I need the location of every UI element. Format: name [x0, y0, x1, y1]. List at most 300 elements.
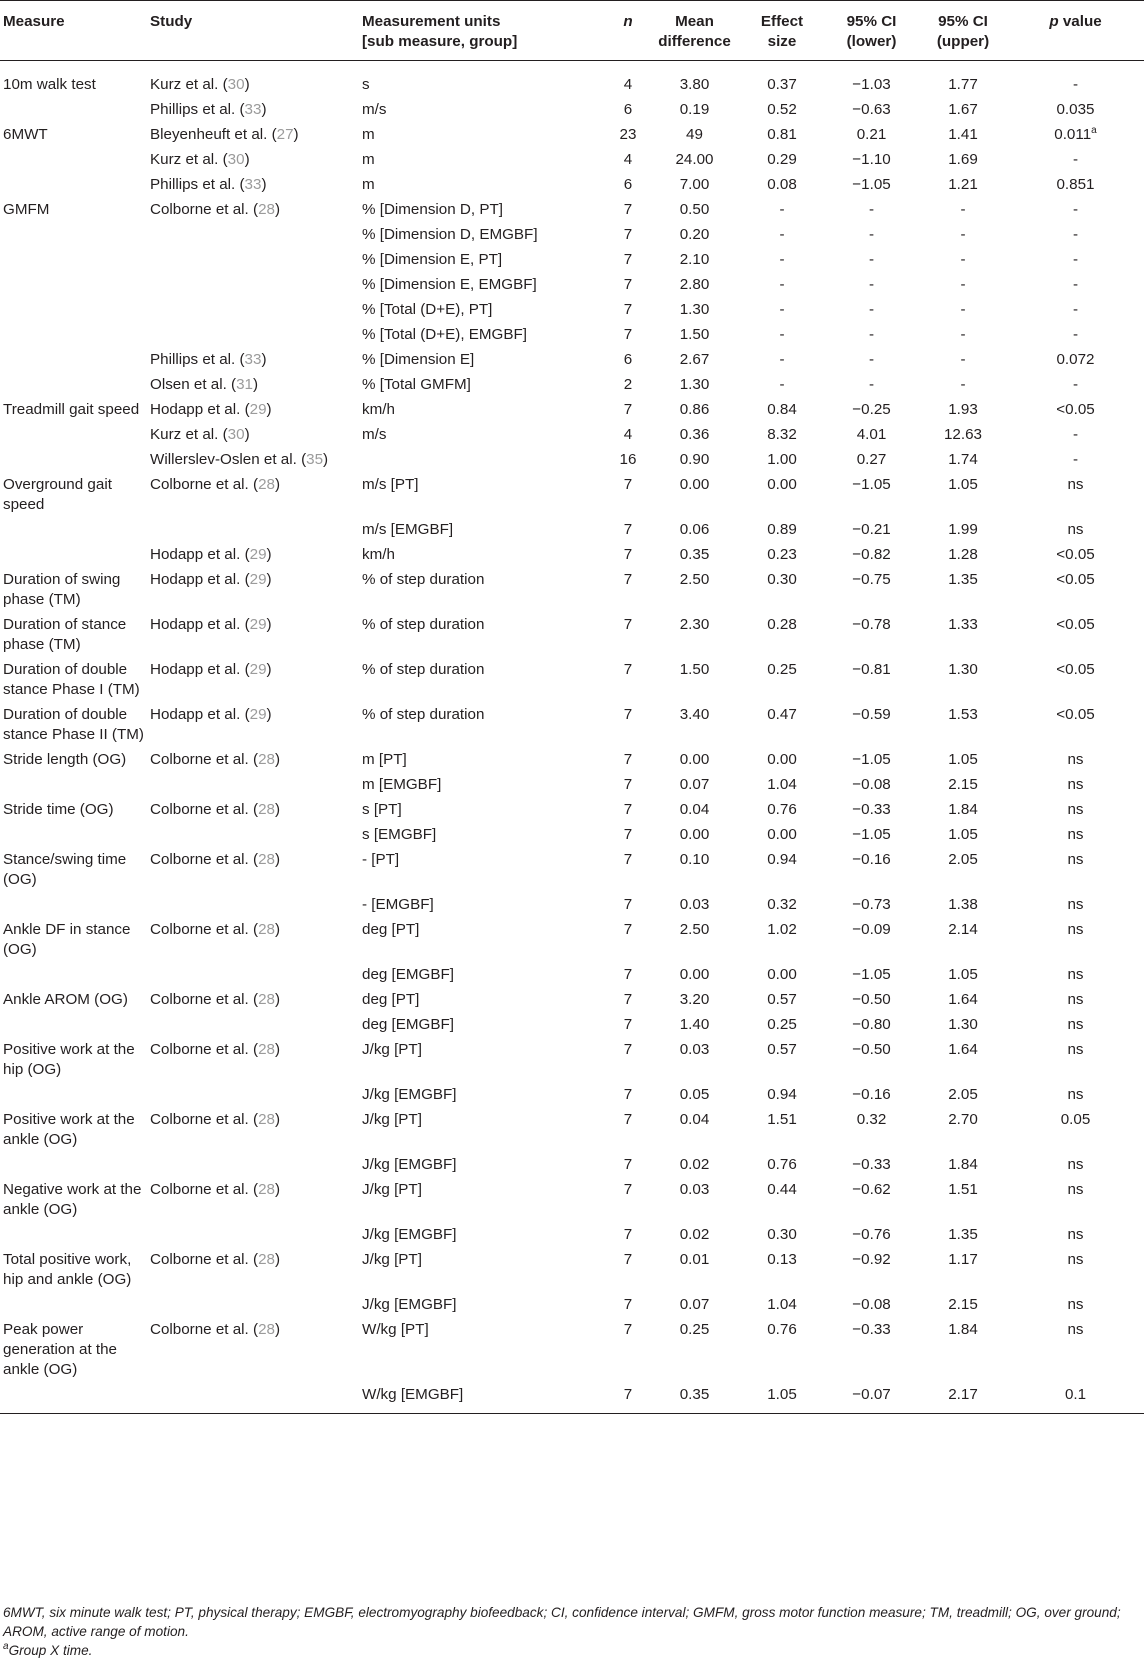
reference-number-link[interactable]: 29 [249, 706, 267, 723]
ci-lower-text: −0.07 [852, 1386, 891, 1403]
ci-lower-text: −0.63 [852, 101, 891, 118]
effect-size-cell [740, 1153, 824, 1178]
study-cell [147, 748, 359, 773]
study-cell [147, 703, 359, 748]
units-cell [359, 1223, 607, 1248]
ci-lower-cell [824, 748, 919, 773]
p-value-cell [1007, 658, 1144, 703]
effect-size-cell [740, 448, 824, 473]
effect-size-cell [740, 1383, 824, 1414]
effect-size-cell [740, 988, 824, 1013]
units-text: deg [EMGBF] [362, 966, 455, 983]
effect-size-text: 1.04 [767, 776, 797, 793]
ci-upper-cell [919, 988, 1007, 1013]
ci-upper-cell [919, 98, 1007, 123]
reference-number-link[interactable]: 31 [236, 376, 254, 393]
reference-number-link[interactable]: 29 [249, 546, 267, 563]
header-ci-lower [824, 1, 919, 61]
mean-difference-text: 0.19 [679, 101, 710, 118]
units-cell [359, 198, 607, 223]
units-cell [359, 1153, 607, 1178]
effect-size-cell [740, 613, 824, 658]
mean-difference-text: 0.04 [679, 1111, 710, 1128]
effect-size-text: - [779, 201, 785, 218]
ci-upper-text: 12.63 [943, 426, 982, 443]
units-text: % of step duration [362, 571, 485, 588]
p-value-text: ns [1067, 826, 1084, 843]
note-marker: a [3, 1641, 9, 1652]
units-cell [359, 963, 607, 988]
p-value-cell [1007, 98, 1144, 123]
study-name: Hodapp et al. ( [150, 616, 250, 633]
mean-difference-cell [649, 748, 740, 773]
n-text: 4 [623, 151, 633, 168]
units-text: W/kg [EMGBF] [362, 1386, 464, 1403]
n-cell [607, 918, 649, 963]
mean-difference-cell [649, 988, 740, 1013]
n-text: 7 [623, 921, 633, 938]
ci-upper-text: - [960, 251, 966, 268]
mean-difference-text: 0.03 [679, 896, 710, 913]
mean-difference-cell [649, 398, 740, 423]
header-measure [0, 1, 147, 61]
measure-cell [0, 1293, 147, 1318]
ci-lower-cell [824, 773, 919, 798]
measure-cell [0, 248, 147, 273]
units-cell [359, 703, 607, 748]
mean-difference-text: 3.40 [679, 706, 710, 723]
note-text: Group X time. [8, 1643, 93, 1658]
study-name: Kurz et al. ( [150, 426, 228, 443]
effect-size-cell [740, 398, 824, 423]
units-text: J/kg [EMGBF] [362, 1086, 457, 1103]
p-value-cell [1007, 1153, 1144, 1178]
effect-size-text: 0.00 [767, 826, 797, 843]
effect-size-cell [740, 748, 824, 773]
study-name: Hodapp et al. ( [150, 571, 250, 588]
study-cell [147, 398, 359, 423]
ci-upper-text: 1.74 [948, 451, 978, 468]
effect-size-cell [740, 963, 824, 988]
units-cell [359, 568, 607, 613]
ci-upper-text: 1.21 [948, 176, 978, 193]
n-text: 7 [623, 571, 633, 588]
p-value-cell [1007, 1223, 1144, 1248]
ci-upper-text: 1.67 [948, 101, 978, 118]
n-cell [607, 1178, 649, 1223]
p-value-text: ns [1067, 1086, 1084, 1103]
effect-size-text: 0.00 [767, 751, 797, 768]
mean-difference-text: 0.01 [679, 1251, 710, 1268]
p-value-text: ns [1067, 1181, 1084, 1198]
measure-cell [0, 518, 147, 543]
measure-cell [0, 798, 147, 823]
reference-number-link[interactable]: 27 [276, 126, 294, 143]
study-name: Hodapp et al. ( [150, 401, 250, 418]
units-text: J/kg [PT] [362, 1041, 422, 1058]
n-text: 7 [623, 546, 633, 563]
header-study-text: Study [150, 13, 193, 30]
ci-upper-text: 1.64 [948, 991, 978, 1008]
effect-size-cell [740, 848, 824, 893]
table-row [0, 1223, 1144, 1248]
mean-difference-cell [649, 173, 740, 198]
reference-number-link[interactable]: 28 [258, 921, 275, 938]
ci-lower-text: 4.01 [856, 426, 887, 443]
effect-size-cell [740, 893, 824, 918]
ci-upper-text: 1.84 [948, 1156, 978, 1173]
ci-lower-text: 0.27 [856, 451, 887, 468]
ci-lower-text: −0.33 [852, 1321, 891, 1338]
units-cell [359, 373, 607, 398]
reference-close-paren: ) [274, 1321, 281, 1338]
ci-lower-text: −0.09 [852, 921, 891, 938]
measure-cell [0, 1153, 147, 1178]
ci-lower-text: - [868, 276, 875, 293]
effect-size-text: 0.89 [767, 521, 797, 538]
ci-lower-text: −0.76 [852, 1226, 891, 1243]
p-value-cell [1007, 448, 1144, 473]
measure-cell [0, 423, 147, 448]
ci-lower-cell [824, 1108, 919, 1153]
p-value-cell [1007, 848, 1144, 893]
ci-upper-text: 1.51 [948, 1181, 978, 1198]
units-text: km/h [362, 401, 395, 418]
header-mean-difference [649, 1, 740, 61]
ci-lower-cell [824, 543, 919, 568]
mean-difference-cell [649, 773, 740, 798]
mean-difference-cell [649, 1083, 740, 1108]
units-cell [359, 1038, 607, 1083]
n-cell [607, 848, 649, 893]
table-row [0, 848, 1144, 893]
table-row [0, 323, 1144, 348]
table-body [0, 61, 1144, 1414]
mean-difference-text: 0.03 [679, 1041, 710, 1058]
reference-number-link[interactable]: 29 [249, 571, 267, 588]
units-cell [359, 123, 607, 148]
effect-size-text: 0.81 [767, 126, 797, 143]
study-cell [147, 918, 359, 963]
p-value-text: ns [1067, 1041, 1084, 1058]
mean-difference-text: 0.02 [679, 1156, 710, 1173]
reference-number-link[interactable]: 33 [244, 101, 262, 118]
measure-cell [0, 918, 147, 963]
ci-lower-cell [824, 1318, 919, 1383]
mean-difference-text: 0.05 [679, 1086, 710, 1103]
effect-size-text: 1.00 [767, 451, 797, 468]
n-cell [607, 298, 649, 323]
n-cell [607, 773, 649, 798]
ci-lower-text: - [868, 226, 875, 243]
units-cell [359, 658, 607, 703]
units-cell [359, 1083, 607, 1108]
units-cell [359, 1248, 607, 1293]
effect-size-cell [740, 1013, 824, 1038]
table-row [0, 963, 1144, 988]
mean-difference-cell [649, 348, 740, 373]
effect-size-text: 0.00 [767, 966, 797, 983]
reference-number-link[interactable]: 28 [258, 1041, 275, 1058]
reference-number-link[interactable]: 28 [258, 1111, 275, 1128]
header-ci-upper-line2: (upper) [936, 33, 990, 50]
measure-cell [0, 848, 147, 893]
ci-lower-cell [824, 988, 919, 1013]
group-time-note [3, 1641, 1138, 1660]
study-name: Colborne et al. ( [150, 851, 259, 868]
ci-upper-cell [919, 448, 1007, 473]
table-row [0, 703, 1144, 748]
study-name: Colborne et al. ( [150, 1111, 259, 1128]
n-text: 7 [623, 1296, 633, 1313]
reference-number-link[interactable]: 28 [258, 751, 275, 768]
units-text: % [Total (D+E), EMGBF] [362, 326, 527, 343]
ci-lower-text: - [868, 201, 875, 218]
effect-size-text: 0.30 [767, 1226, 797, 1243]
measure-cell [0, 568, 147, 613]
p-value-text: - [1072, 251, 1079, 268]
ci-upper-text: 1.30 [948, 1016, 978, 1033]
reference-number-link[interactable]: 28 [258, 991, 275, 1008]
ci-upper-cell [919, 198, 1007, 223]
p-value-cell [1007, 298, 1144, 323]
ci-lower-text: −0.16 [852, 1086, 891, 1103]
reference-close-paren: ) [274, 1251, 281, 1268]
p-value-cell [1007, 798, 1144, 823]
reference-number-link[interactable]: 28 [258, 1251, 275, 1268]
study-name: Colborne et al. ( [150, 991, 259, 1008]
table-row [0, 798, 1144, 823]
n-text: 7 [623, 476, 633, 493]
reference-close-paren: ) [274, 201, 281, 218]
reference-number-link[interactable]: 29 [249, 616, 267, 633]
reference-number-link[interactable]: 30 [227, 151, 245, 168]
mean-difference-cell [649, 198, 740, 223]
measure-cell [0, 123, 147, 148]
effect-size-cell [740, 273, 824, 298]
reference-number-link[interactable]: 29 [249, 661, 267, 678]
table-row [0, 248, 1144, 273]
units-cell [359, 348, 607, 373]
effect-size-cell [740, 298, 824, 323]
mean-difference-text: 2.50 [679, 921, 710, 938]
table-footnotes [3, 1603, 1138, 1660]
n-cell [607, 1383, 649, 1414]
n-text: 7 [623, 1016, 633, 1033]
p-value-text: - [1072, 76, 1079, 93]
n-text: 7 [623, 706, 633, 723]
ci-upper-text: 2.14 [948, 921, 978, 938]
study-name: Phillips et al. ( [150, 176, 245, 193]
n-cell [607, 1108, 649, 1153]
units-text: s [362, 76, 370, 93]
mean-difference-cell [649, 1383, 740, 1414]
units-cell [359, 148, 607, 173]
reference-number-link[interactable]: 30 [227, 426, 245, 443]
mean-difference-text: 0.02 [679, 1226, 710, 1243]
ci-lower-cell [824, 518, 919, 543]
study-name: Kurz et al. ( [150, 151, 228, 168]
units-cell [359, 613, 607, 658]
study-name: Colborne et al. ( [150, 921, 259, 938]
effect-size-cell [740, 918, 824, 963]
reference-number-link[interactable]: 35 [306, 451, 324, 468]
ci-lower-cell [824, 398, 919, 423]
mean-difference-text: 0.00 [679, 966, 710, 983]
n-text: 7 [623, 616, 633, 633]
study-cell [147, 773, 359, 798]
mean-difference-text: 7.00 [679, 176, 710, 193]
ci-lower-cell [824, 568, 919, 613]
ci-lower-cell [824, 848, 919, 893]
mean-difference-text: 1.50 [679, 326, 710, 343]
units-text: % of step duration [362, 616, 485, 633]
p-value-text: <0.05 [1056, 546, 1095, 563]
effect-size-text: 0.30 [767, 571, 797, 588]
effect-size-text: 0.08 [767, 176, 797, 193]
ci-lower-text: −0.21 [852, 521, 891, 538]
table-row [0, 61, 1144, 98]
measure-cell [0, 773, 147, 798]
p-value-cell [1007, 1108, 1144, 1153]
measure-cell [0, 1108, 147, 1153]
measure-cell [0, 473, 147, 518]
ci-lower-text: 0.32 [856, 1111, 887, 1128]
units-text: m/s [PT] [362, 476, 419, 493]
reference-close-paren: ) [274, 1111, 281, 1128]
units-text: deg [EMGBF] [362, 1016, 455, 1033]
reference-number-link[interactable]: 28 [258, 1321, 275, 1338]
p-value-cell [1007, 148, 1144, 173]
table-row [0, 988, 1144, 1013]
ci-upper-text: 1.77 [948, 76, 978, 93]
n-cell [607, 198, 649, 223]
ci-lower-cell [824, 473, 919, 518]
effect-size-cell [740, 1293, 824, 1318]
p-value-text: ns [1067, 851, 1084, 868]
p-value-cell [1007, 748, 1144, 773]
ci-lower-cell [824, 1083, 919, 1108]
p-value-cell [1007, 323, 1144, 348]
mean-difference-text: 0.07 [679, 1296, 710, 1313]
ci-upper-cell [919, 273, 1007, 298]
ci-upper-cell [919, 1293, 1007, 1318]
mean-difference-cell [649, 613, 740, 658]
n-cell [607, 473, 649, 518]
effect-size-cell [740, 658, 824, 703]
measure-cell [0, 198, 147, 223]
effect-size-text: 0.44 [767, 1181, 797, 1198]
measure-cell [0, 1178, 147, 1223]
units-text: - [PT] [362, 851, 400, 868]
study-cell [147, 1178, 359, 1223]
n-cell [607, 613, 649, 658]
n-cell [607, 988, 649, 1013]
effect-size-cell [740, 61, 824, 98]
n-text: 7 [623, 896, 633, 913]
ci-lower-text: −0.81 [852, 661, 891, 678]
n-text: 7 [623, 1111, 633, 1128]
units-text: m [362, 176, 375, 193]
effect-size-cell [740, 798, 824, 823]
study-cell [147, 248, 359, 273]
measure-cell [0, 61, 147, 98]
ci-upper-cell [919, 568, 1007, 613]
effect-size-text: 0.57 [767, 991, 797, 1008]
header-study [147, 1, 359, 61]
p-value-text: - [1072, 326, 1079, 343]
n-text: 2 [623, 376, 633, 393]
measure-text: Overground gait speed [3, 476, 112, 513]
ci-upper-text: 1.41 [948, 126, 978, 143]
reference-number-link[interactable]: 30 [227, 76, 245, 93]
table-row [0, 198, 1144, 223]
study-cell [147, 123, 359, 148]
p-value-cell [1007, 1178, 1144, 1223]
p-value-text: 0.851 [1056, 176, 1095, 193]
reference-number-link[interactable]: 29 [249, 401, 267, 418]
reference-number-link[interactable]: 28 [258, 201, 275, 218]
measure-cell [0, 748, 147, 773]
n-text: 7 [623, 966, 633, 983]
mean-difference-text: 0.00 [679, 751, 710, 768]
study-cell [147, 1248, 359, 1293]
reference-close-paren: ) [261, 101, 267, 118]
measure-cell [0, 1318, 147, 1383]
table-row [0, 398, 1144, 423]
reference-number-link[interactable]: 28 [258, 1181, 275, 1198]
units-text: % [Dimension E] [362, 351, 475, 368]
effect-size-cell [740, 123, 824, 148]
reference-number-link[interactable]: 28 [258, 476, 275, 493]
reference-close-paren: ) [261, 176, 267, 193]
reference-number-link[interactable]: 28 [258, 851, 275, 868]
ci-lower-text: - [868, 376, 875, 393]
units-cell [359, 893, 607, 918]
ci-upper-cell [919, 1318, 1007, 1383]
header-measure-text: Measure [3, 13, 65, 30]
effect-size-text: 0.76 [767, 801, 797, 818]
table-row [0, 1318, 1144, 1383]
units-text: m/s [EMGBF] [362, 521, 454, 538]
units-cell [359, 773, 607, 798]
effect-size-text: 0.84 [767, 401, 797, 418]
p-value-text: ns [1067, 991, 1084, 1008]
effect-size-text: 0.52 [767, 101, 797, 118]
reference-number-link[interactable]: 33 [244, 351, 262, 368]
ci-lower-cell [824, 298, 919, 323]
n-text: 16 [619, 451, 637, 468]
measure-text: Stride time (OG) [3, 801, 114, 818]
p-value-text: ns [1067, 896, 1084, 913]
measure-cell [0, 823, 147, 848]
measure-text: Peak power generation at the ankle (OG) [3, 1321, 117, 1378]
ci-upper-cell [919, 613, 1007, 658]
effect-size-cell [740, 773, 824, 798]
ci-lower-cell [824, 273, 919, 298]
ci-upper-text: 1.28 [948, 546, 978, 563]
p-value-text: - [1072, 151, 1079, 168]
n-text: 7 [623, 1181, 633, 1198]
effect-size-cell [740, 568, 824, 613]
ci-upper-cell [919, 473, 1007, 518]
n-cell [607, 173, 649, 198]
units-text: J/kg [EMGBF] [362, 1156, 457, 1173]
ci-lower-text: - [868, 251, 875, 268]
n-text: 7 [623, 801, 633, 818]
reference-number-link[interactable]: 33 [244, 176, 262, 193]
reference-number-link[interactable]: 28 [258, 801, 275, 818]
